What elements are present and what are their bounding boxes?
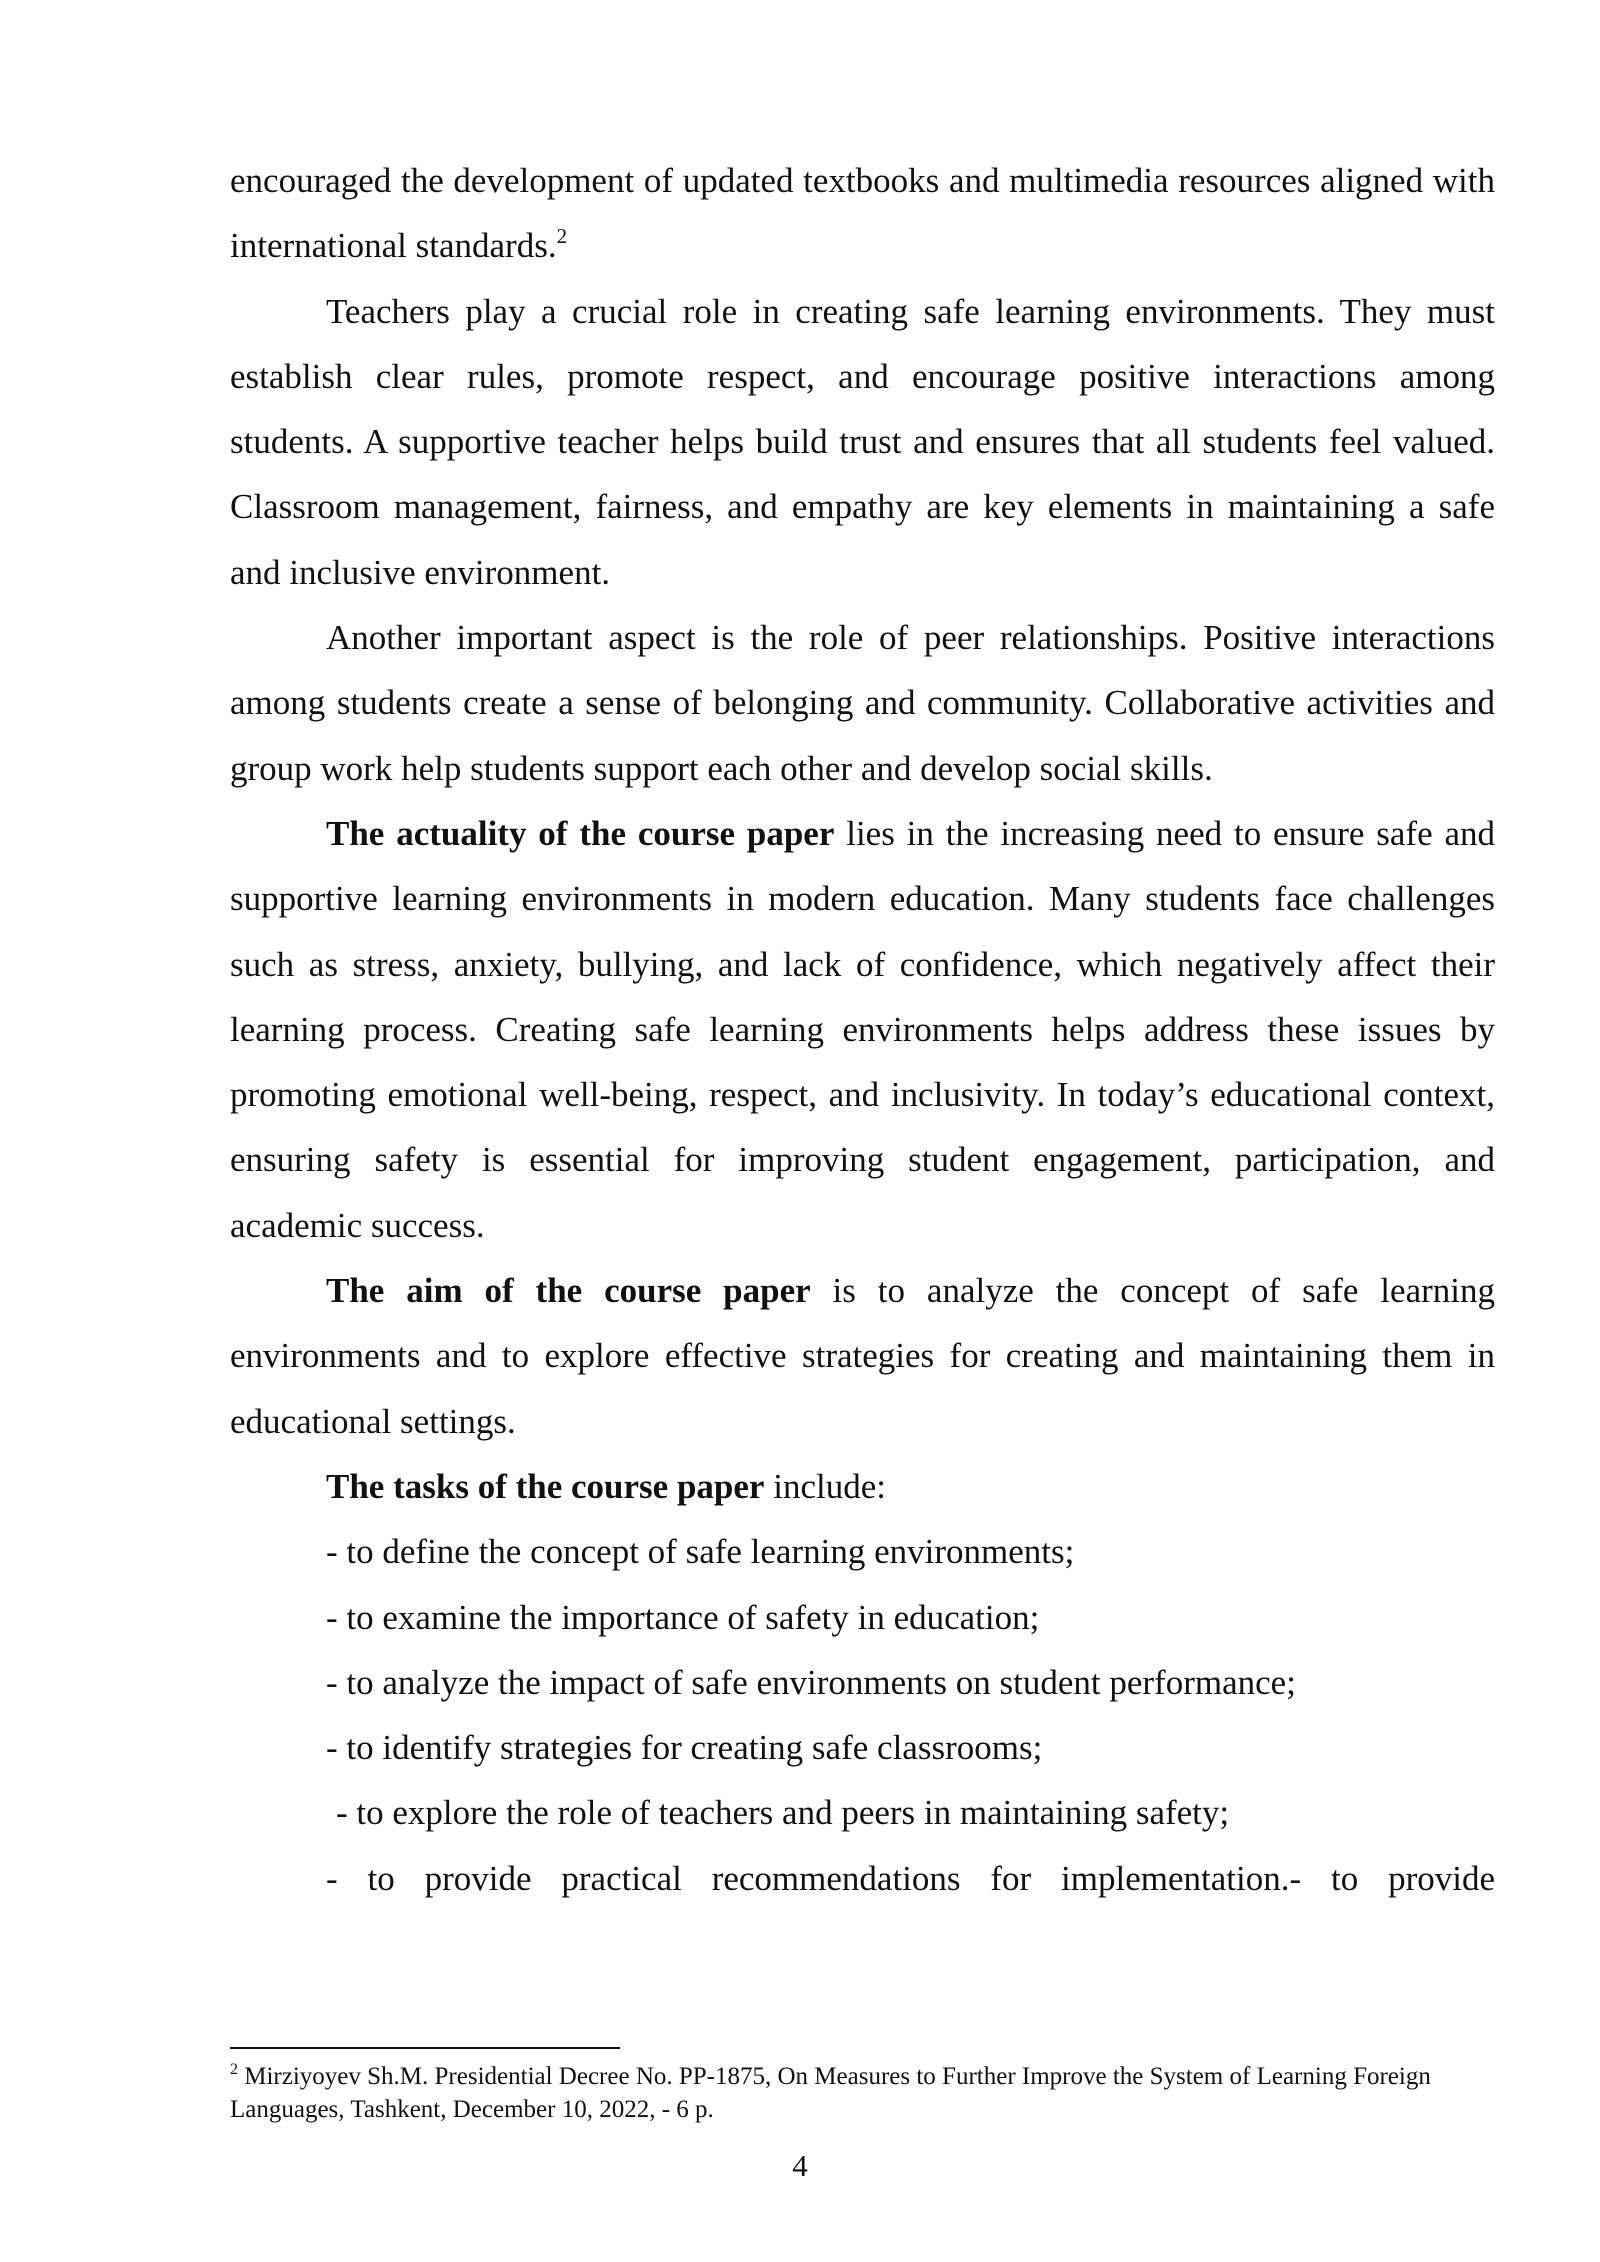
list-item: - to define the concept of safe learning environments; (326, 1532, 1075, 1572)
paragraph-text: is to analyze the concept of safe learning environments and to explore effective strategies for creating and maintaining them in educational settings. (230, 1271, 1495, 1441)
list-item: - to identify strategies for creating safe classrooms; (326, 1728, 1043, 1768)
paragraph-text: Another important aspect is the role of peer relationships. Positive interactions among students create a sense of belonging and community. Collaborative activities and group work help students support each other and develop social skills. (230, 618, 1495, 788)
footnote-separator (230, 2047, 620, 2049)
paragraph-tasks-intro (230, 1454, 1495, 1519)
paragraph-text: lies in the increasing need to ensure safe and supportive learning environments in modern education. Many students face challenges such as stress, anxiety, bullying, and lack of confidence, which negatively affect their learning process. Creating safe learning environments helps address these issues by promoting emotional well-being, respect, and inclusivity. In today’s educational context, ensuring safety is essential for improving student engagement, participation, and academic success. (230, 813, 1495, 1245)
list-item: - to examine the importance of safety in education; (326, 1597, 1040, 1637)
paragraph-text: include: (764, 1466, 886, 1506)
paragraph-actuality (230, 801, 1495, 1258)
footnote-marker: 2 (230, 2061, 238, 2078)
body-text (230, 148, 1495, 1911)
page-number: 4 (792, 2148, 808, 2183)
paragraph-textbooks (230, 148, 1495, 279)
paragraph-peer-relationships (230, 605, 1495, 801)
paragraph-aim (230, 1258, 1495, 1454)
list-item: - to explore the role of teachers and peers in maintaining safety; (336, 1793, 1230, 1833)
footnote-text: Mirziyoyev Sh.M. Presidential Decree No. PP-1875, On Measures to Further Improve the System of Learning Foreign Languages, Tashkent, December 10, 2022, - 6 p. (230, 2063, 1431, 2123)
paragraph-text: encouraged the development of updated textbooks and multimedia resources aligned with international standards. (230, 161, 1495, 266)
footnote (230, 2060, 1495, 2126)
list-item: - to provide practical recommendations for implementation.- to provide (326, 1858, 1495, 1898)
paragraph-text: Teachers play a crucial role in creating safe learning environments. They must establish clear rules, promote respect, and encourage positive interactions among students. A supportive teacher helps build trust and ensures that all students feel valued. Classroom management, fairness, and empathy are key elements in maintaining a safe and inclusive environment. (230, 291, 1495, 592)
list-item: - to analyze the impact of safe environments on student performance; (326, 1662, 1296, 1702)
paragraph-lead: The tasks of the course paper (326, 1466, 765, 1506)
footnote-reference: 2 (556, 224, 568, 249)
paragraph-lead: The actuality of the course paper (326, 813, 835, 853)
paragraph-lead: The aim of the course paper (326, 1271, 811, 1311)
paragraph-teachers-role (230, 279, 1495, 605)
tasks-list (230, 1519, 1495, 1911)
